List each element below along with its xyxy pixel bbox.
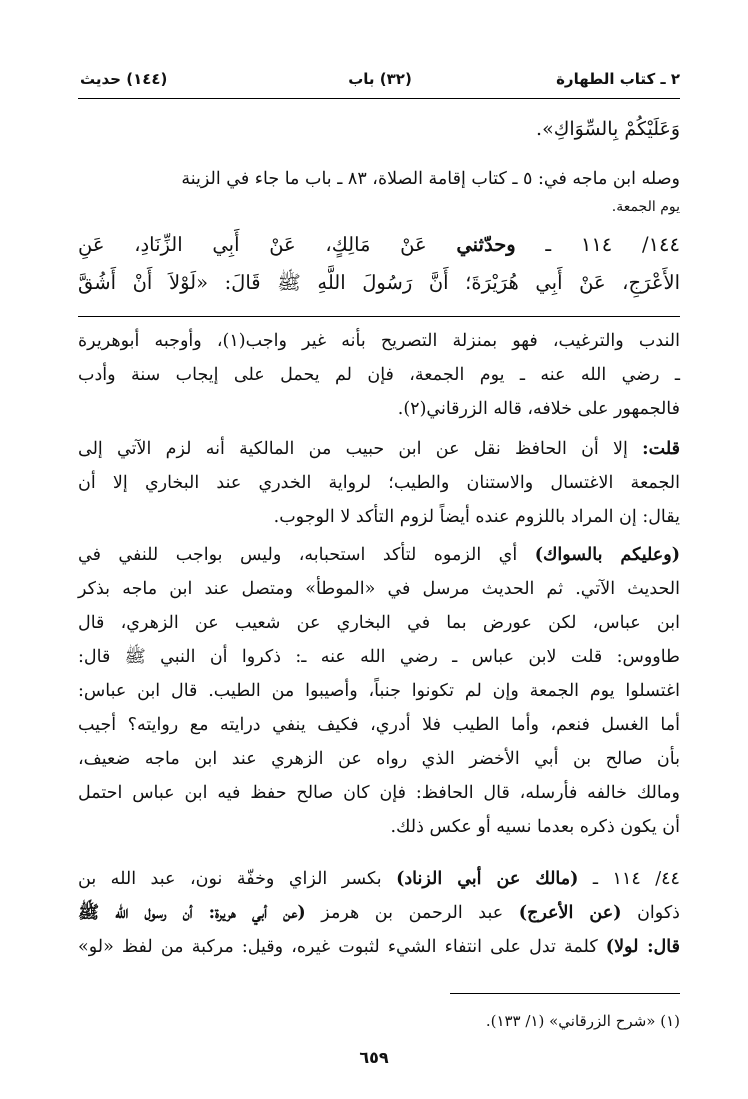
header-hadith-number: (١٤٤) حديث [80,70,168,88]
verse-ending: وَعَلَيْكُمْ بِالسِّوَاكِ». [536,118,680,140]
commentary-para-2: قلت: إلا أن الحافظ نقل عن ابن حبيب من المالكية أنه لزم الآتي إلى الجمعة الاغتسال والاستنان والطيب؛ لرواية الخدري عند البخاري إلا أن يقال: إن المراد باللزوم عنده أيضاً لزوم التأكد لا الوجوب. [78,439,680,527]
hadith-number: ١٤٤/ ١١٤ ـ [545,233,680,256]
commentary-para-3: (وعليكم بالسواك) أي الزموه لتأكد استحبابه، وليس بواجب للنفي في الحديث الآتي. ثم الحديث مرسل في «الموطأ» ومتصل عند ابن ماجه بذكر ابن عباس، لكن عورض بما في البخاري عن شعيب عن الزهري، قال طاووس: قلت لابن عباس ـ رضي الله عنه ـ: ذكروا أن النبي ﷺ قال: اغتسلوا يوم الجمعة وإن لم تكونوا جنباً، وأصيبوا من الطيب. قال ابن عباس: أما الغسل فنعم، وأما الطيب فلا أدري، فكيف ينفي درايته مع روايته؟ أجيب بأن صالح بن أبي الأخضر الذي رواه عن الزهري عند ابن ماجه ضعيف، ومالك خالفه فأرسله، قال الحافظ: فإن كان صالح حفظ فيه ابن عباس احتمل أن يكون ذكره بعدما نسيه أو عكس ذلك. [78,545,680,837]
page-number: ٦٥٩ [359,1048,389,1067]
header-section: (٣٢) باب [348,70,412,88]
running-header [80,70,680,96]
commentary-para-1: الندب والترغيب، فهو بمنزلة التصريح بأنه غير واجب(١)، وأوجبه أبوهريرة ـ رضي الله عنه ـ يوم الجمعة، فإن لم يحمل على إيجاب سنة وأدب فالجمهور على خلافه، قاله الزرقاني(٢). [78,331,680,419]
header-rule [78,98,680,99]
footnote-rule [450,993,680,994]
wasl-note: وصله ابن ماجه في: ٥ ـ كتاب إقامة الصلاة، ٨٣ ـ باب ما جاء في الزينة يوم الجمعة. [181,169,680,215]
hadith-ref-number: ٤٤/ ١١٤ ـ [592,869,680,889]
footnote-1: (١) «شرح الزرقاني» (١/ ١٣٣). [485,1012,680,1030]
lemma-siwak: (وعليكم بالسواك) [534,545,680,565]
header-chapter: ٢ ـ كتاب الطهارة [556,70,680,88]
hadith-text: ١٤٤/ ١١٤ ـ وحدّثني عَنْ مَالِكٍ، عَنْ أَبِي الزِّنَادِ، عَنِ الأَعْرَجِ، عَنْ أَبِي هُرَيْرَةَ؛ أَنَّ رَسُولَ اللَّهِ ﷺ قَالَ: «لَوْلاَ أَنْ أَشُقَّ [78,233,680,294]
qultu-label: قلت: [642,439,680,459]
commentary-para-4: ٤٤/ ١١٤ ـ (مالك عن أبي الزناد) بكسر الزاي وخفّة نون، عبد الله بن ذكوان (عن الأعرج) عبد الرحمن بن هرمز (عن أبي هريرة: أن رسول الله ﷺ قال: لولا) كلمة تدل على انتفاء الشيء لثبوت غيره، وقيل: مركبة من لفظ «لو» [78,869,680,957]
hadith-narration-start: وحدّثني [456,233,516,256]
section-divider [78,316,680,317]
